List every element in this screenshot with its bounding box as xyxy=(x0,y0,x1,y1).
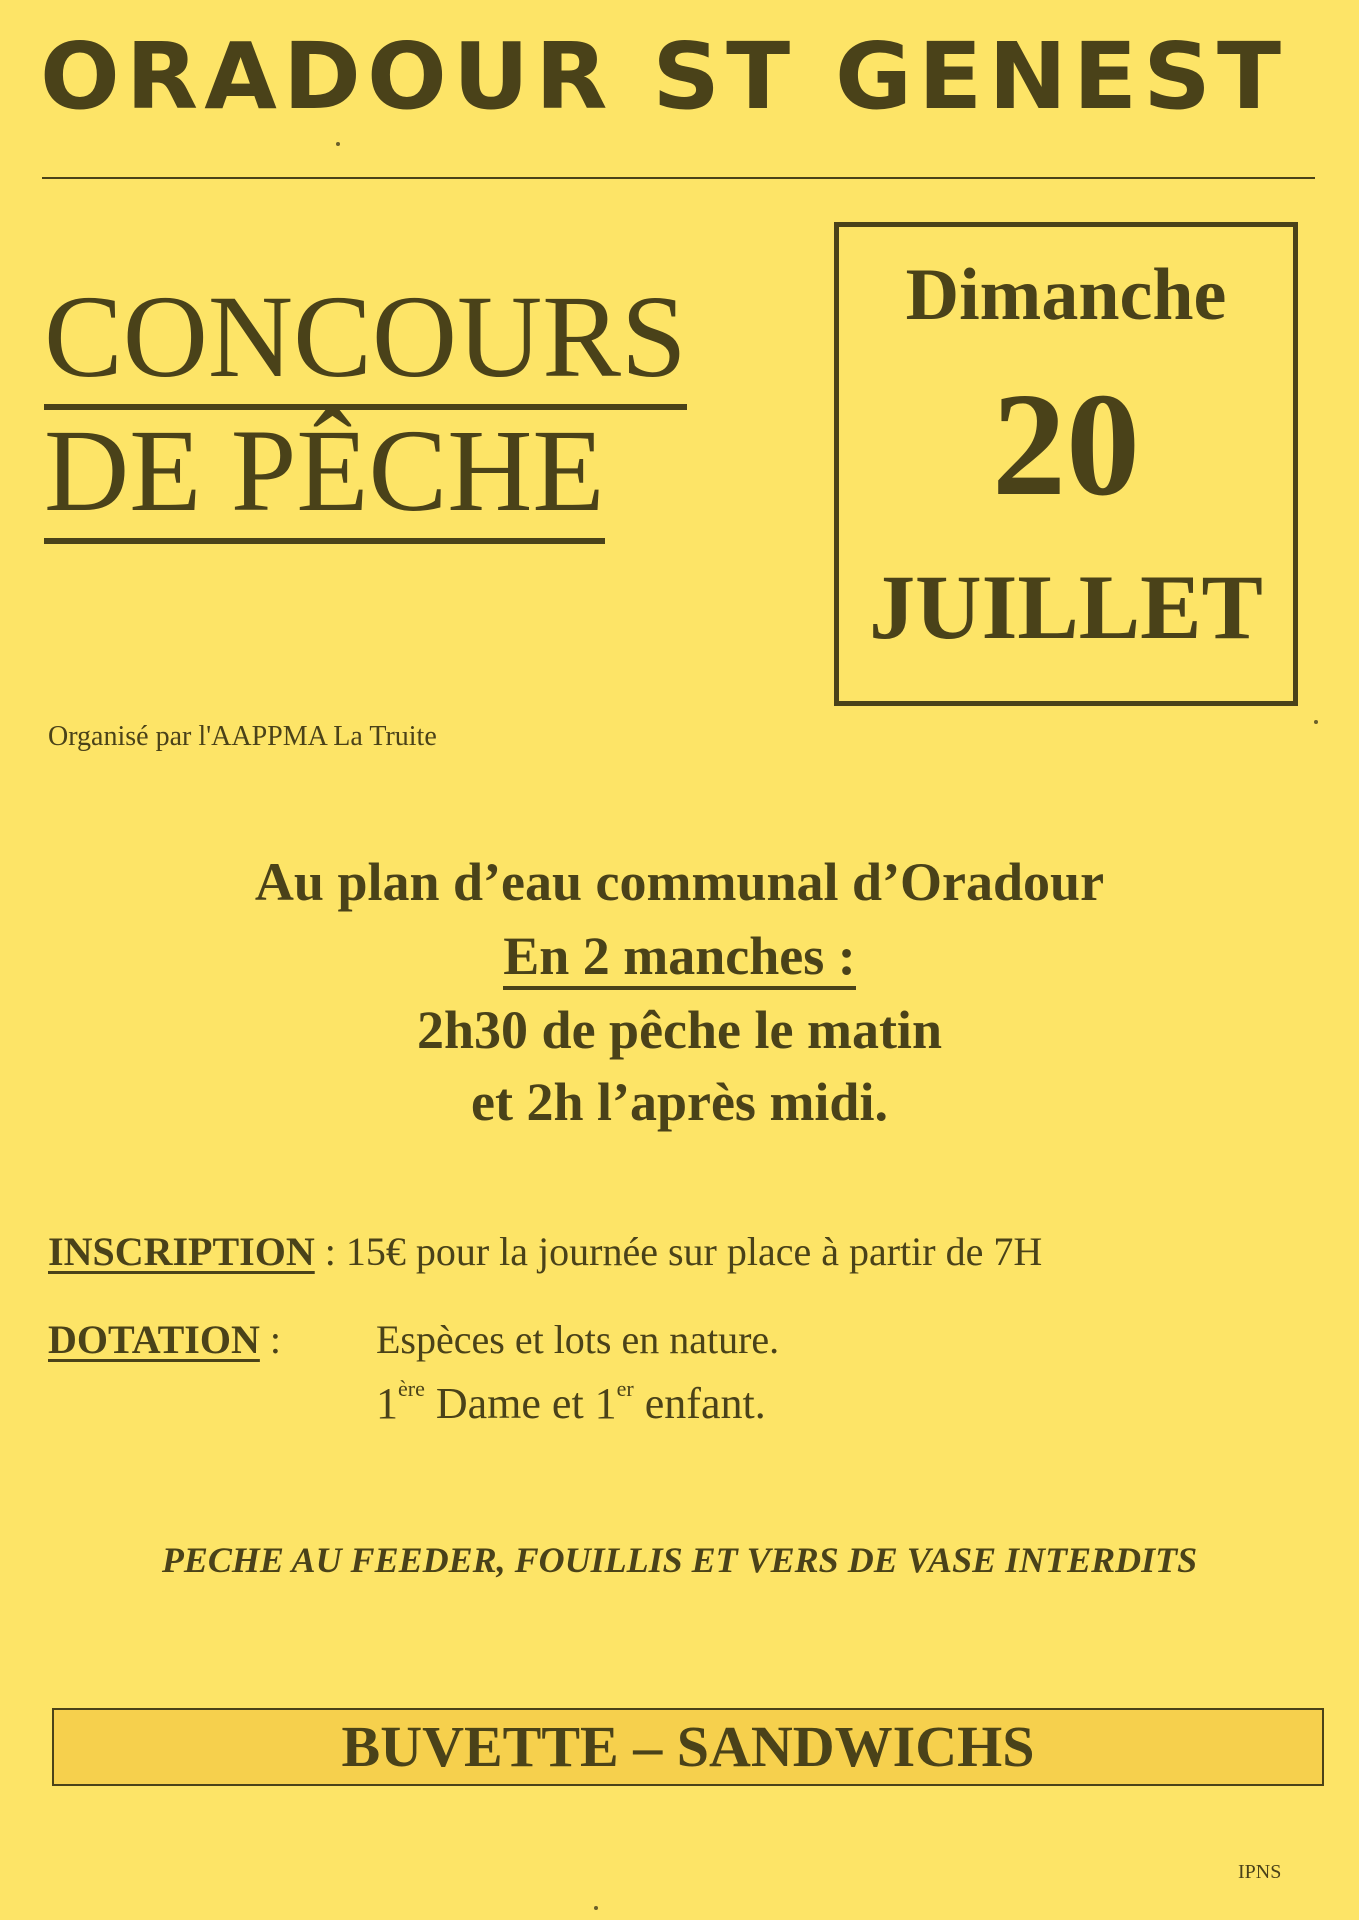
dame-number: 1 xyxy=(376,1379,398,1428)
enfant-superscript: er xyxy=(616,1376,634,1401)
location-text: Au plan d’eau communal d’Oradour xyxy=(254,852,1105,912)
town-heading: ORADOUR ST GENEST xyxy=(40,23,1288,130)
title-line-1 xyxy=(44,272,687,410)
dotation-line-1: Espèces et lots en nature. xyxy=(376,1317,780,1362)
date-day: Dimanche xyxy=(905,254,1227,336)
inscription-text: : 15€ pour la journée sur place à partir de 7H xyxy=(314,1229,1043,1274)
date-box xyxy=(834,222,1298,706)
date-month: JUILLET xyxy=(869,556,1263,658)
dame-superscript: ère xyxy=(398,1376,425,1401)
scan-speck xyxy=(594,1906,598,1910)
dotation-separator: : xyxy=(259,1317,281,1362)
enfant-text: enfant. xyxy=(633,1379,766,1428)
header-divider xyxy=(42,177,1315,179)
title-line-2-text: DE PÊCHE xyxy=(44,406,605,544)
dame-text: Dame et xyxy=(424,1379,595,1428)
scan-speck xyxy=(336,142,340,146)
buvette-banner xyxy=(52,1708,1324,1786)
title-line-2 xyxy=(44,406,605,544)
rules-notice: PECHE AU FEEDER, FOUILLIS ET VERS DE VASE INTERDITS xyxy=(161,1540,1198,1580)
inscription-row xyxy=(48,1228,1042,1276)
title-line-1-text: CONCOURS xyxy=(44,272,687,410)
afternoon-session: et 2h l’après midi. xyxy=(471,1072,888,1132)
dotation-row xyxy=(48,1316,281,1364)
buvette-text: BUVETTE – SANDWICHS xyxy=(341,1714,1035,1779)
inscription-label: INSCRIPTION xyxy=(48,1229,315,1274)
ipns-mark: IPNS xyxy=(1238,1861,1282,1883)
enfant-number: 1 xyxy=(594,1379,617,1428)
date-number: 20 xyxy=(992,363,1140,527)
dotation-label: DOTATION xyxy=(48,1317,260,1362)
scan-speck xyxy=(1314,720,1318,724)
rounds-heading xyxy=(0,926,1359,986)
organizer-text: Organisé par l'AAPPMA La Truite xyxy=(48,721,437,752)
morning-session: 2h30 de pêche le matin xyxy=(417,1000,942,1060)
dotation-line-2 xyxy=(376,1378,766,1430)
rounds-heading-text: En 2 manches : xyxy=(503,926,856,990)
